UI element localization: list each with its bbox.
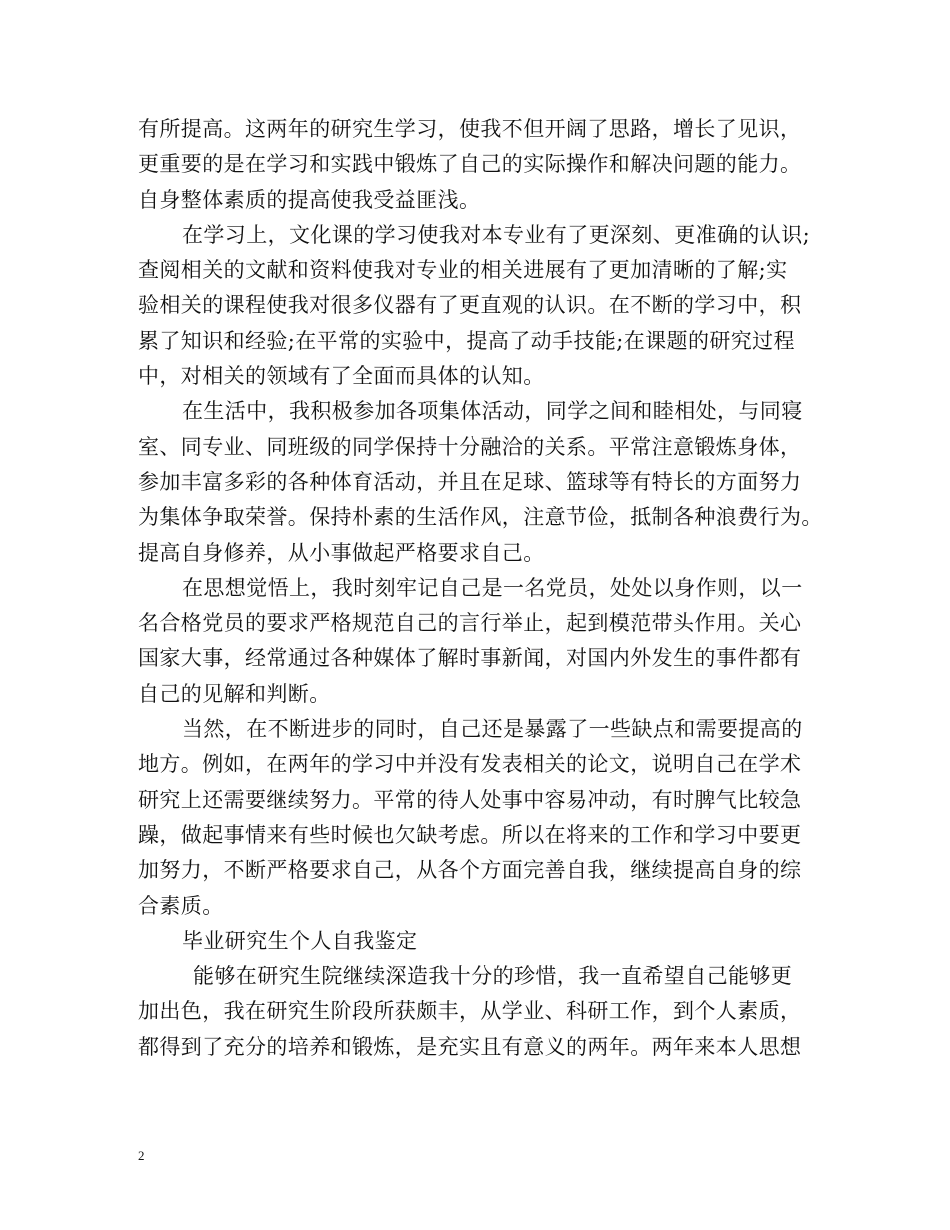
paragraph-start-line: 在生活中，我积极参加各项集体活动，同学之间和睦相处，与同寝 [182,399,803,424]
text-line: 提高自身修养，从小事做起严格要求自己。 [138,540,545,565]
text-line: 加出色，我在研究生阶段所获颇丰，从学业、科研工作，到个人素质， [138,999,802,1024]
document-body [138,112,828,1065]
text-line: 累了知识和经验;在平常的实验中，提高了动手技能;在课题的研究过程 [138,328,795,353]
text-line: 验相关的课程使我对很多仪器有了更直观的认识。在不断的学习中，积 [138,293,802,318]
text-line: 有所提高。这两年的研究生学习，使我不但开阔了思路，增长了见识， [138,117,802,141]
text-line: 室、同专业、同班级的同学保持十分融洽的关系。平常注意锻炼身体， [138,434,802,459]
text-line: 加努力，不断严格要求自己，从各个方面完善自我，继续提高自身的综 [138,858,802,883]
text-line: 名合格党员的要求严格规范自己的言行举止，起到模范带头作用。关心 [138,611,802,636]
text-line: 地方。例如，在两年的学习中并没有发表相关的论文，说明自己在学术 [138,752,802,777]
text-line: 更重要的是在学习和实践中锻炼了自己的实际操作和解决问题的能力。 [138,152,802,177]
text-line: 研究上还需要继续努力。平常的待人处事中容易冲动，有时脾气比较急 [138,787,802,812]
paragraph-start-line: 在思想觉悟上，我时刻牢记自己是一名党员，处处以身作则，以一 [182,575,803,600]
paragraph-start-line: 能够在研究生院继续深造我十分的珍惜，我一直希望自己能够更 [193,964,793,989]
text-line: 为集体争取荣誉。保持朴素的生活作风，注意节俭，抵制各种浪费行为。 [138,505,823,530]
text-line: 查阅相关的文献和资料使我对专业的相关进展有了更加清晰的了解;实 [138,258,788,283]
paragraph-start-line: 当然，在不断进步的同时，自己还是暴露了一些缺点和需要提高的 [182,717,803,742]
paragraph-start-line: 在学习上，文化课的学习使我对本专业有了更深刻、更准确的认识; [182,222,811,247]
text-line: 中，对相关的领域有了全面而具体的认知。 [138,364,545,389]
text-line: 躁，做起事情来有些时候也欠缺考虑。所以在将来的工作和学习中要更 [138,822,802,847]
text-line: 参加丰富多彩的各种体育活动，并且在足球、篮球等有特长的方面努力 [138,469,802,494]
section-heading: 毕业研究生个人自我鉴定 [182,928,418,953]
text-line: 自身整体素质的提高使我受益匪浅。 [138,187,481,212]
text-line: 合素质。 [138,893,224,918]
text-line: 国家大事，经常通过各种媒体了解时事新闻，对国内外发生的事件都有 [138,646,802,671]
text-line: 自己的见解和判断。 [138,681,331,706]
page-number: 2 [138,1148,145,1163]
text-line: 都得到了充分的培养和锻炼，是充实且有意义的两年。两年来本人思想 [138,1034,802,1059]
